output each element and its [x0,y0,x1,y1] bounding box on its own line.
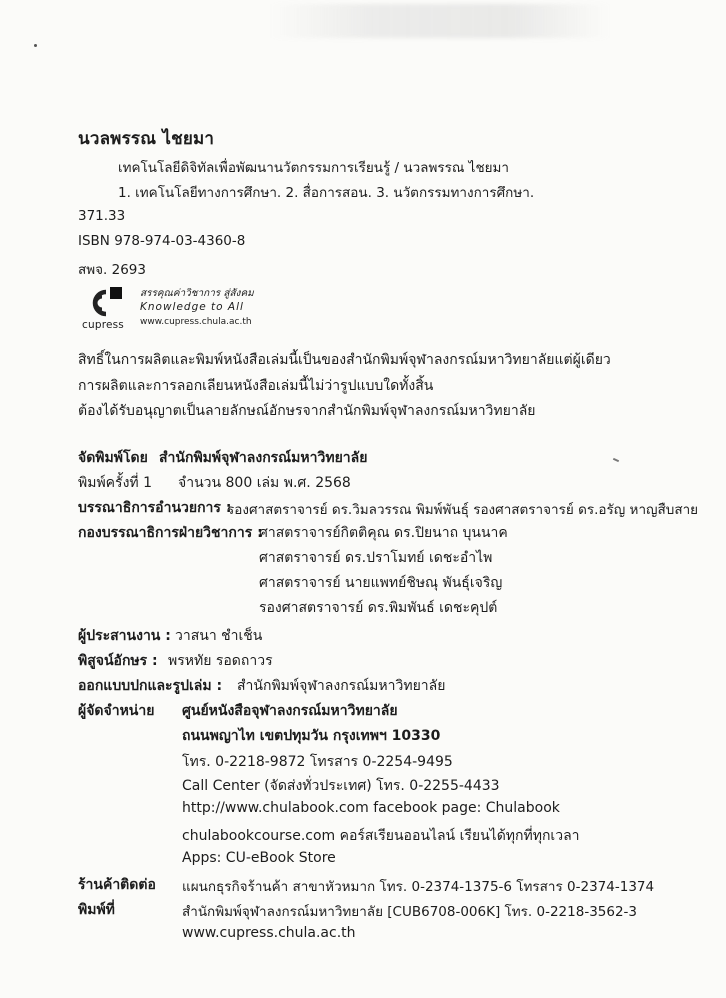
bleed-through-shadow [270,4,610,38]
proofreader-label: พิสูจน์อักษร : [78,653,158,669]
rights-line-3: ต้องได้รับอนุญาตเป็นลายลักษณ์อักษรจากสำนักพิมพ์จุฬาลงกรณ์มหาวิทยาลัย [78,403,536,419]
design-value: สำนักพิมพ์จุฬาลงกรณ์มหาวิทยาลัย [237,678,446,694]
cupress-logo [82,284,292,336]
printer-label: พิมพ์ที่ [78,902,115,918]
editor-in-chief-label: บรรณาธิการอำนวยการ : [78,500,232,516]
academic-board-member: ศาสตราจารย์ นายแพทย์ชิษณุ พันธุ์เจริญ [259,575,503,591]
distributor-name: ศูนย์หนังสือจุฬาลงกรณ์มหาวิทยาลัย [182,703,398,719]
distributor-course: chulabookcourse.com คอร์สเรียนออนไลน์ เรียนได้ทุกที่ทุกเวลา [182,828,580,844]
printer-value: สำนักพิมพ์จุฬาลงกรณ์มหาวิทยาลัย [CUB6708-006K] โทร. 0-2218-3562-3 [182,904,638,920]
author-name: นวลพรรณ ไชยมา [78,129,215,149]
distributor-apps: Apps: CU-eBook Store [182,850,336,866]
distributor-label: ผู้จัดจำหน่าย [78,703,155,719]
call-number: 371.33 [78,208,126,224]
logo-wordmark: cupress [82,319,124,331]
retail-contact-value: แผนกธุรกิจร้านค้า สาขาหัวหมาก โทร. 0-2374-1375-6 โทรสาร 0-2374-1374 [182,879,655,895]
publisher-value: สำนักพิมพ์จุฬาลงกรณ์มหาวิทยาลัย [159,450,368,466]
distributor-address: ถนนพญาไท เขตปทุมวัน กรุงเทพฯ 10330 [182,728,441,744]
coordinator-label: ผู้ประสานงาน : [78,628,171,644]
coordinator-value: วาสนา ชำเช็น [175,628,263,644]
catalog-code: สพจ. 2693 [78,262,146,278]
rights-line-2: การผลิตและการลอกเลียนหนังสือเล่มนี้ไม่ว่ารูปแบบใดทั้งสิ้น [78,378,434,394]
academic-board-member: ศาสตราจารย์กิตติคุณ ดร.ปิยนาถ บุนนาค [259,525,508,541]
printing-value: จำนวน 800 เล่ม พ.ศ. 2568 [178,475,351,491]
academic-board-label: กองบรรณาธิการฝ่ายวิชาการ : [78,525,263,541]
editor-in-chief-value: รองศาสตราจารย์ ดร.วิมลวรรณ พิมพ์พันธุ์ รองศาสตราจารย์ ดร.อรัญ หาญสืบสาย [227,502,699,518]
logo-url: www.cupress.chula.ac.th [140,317,252,327]
distributor-web: http://www.chulabook.com facebook page: Chulabook [182,800,560,816]
logo-tagline-en: Knowledge to All [140,301,244,313]
proofreader-value: พรหทัย รอดถาวร [168,653,273,669]
rights-line-1: สิทธิ์ในการผลิตและพิมพ์หนังสือเล่มนี้เป็นของสำนักพิมพ์จุฬาลงกรณ์มหาวิทยาลัยแต่ผู้เดียว [78,352,611,368]
catalog-title: เทคโนโลยีดิจิทัลเพื่อพัฒนานวัตกรรมการเรียนรู้ / นวลพรรณ ไชยมา [118,160,510,176]
publisher-label: จัดพิมพ์โดย [78,450,148,466]
design-label: ออกแบบปกและรูปเล่ม : [78,678,223,694]
printing-label: พิมพ์ครั้งที่ 1 [78,475,152,491]
speck [34,44,37,47]
retail-contact-label: ร้านค้าติดต่อ [78,877,156,893]
distributor-phone: โทร. 0-2218-9872 โทรสาร 0-2254-9495 [182,754,453,770]
speck-mark [613,458,619,462]
academic-board-member: รองศาสตราจารย์ ดร.พิมพันธ์ เดชะคุปต์ [259,600,498,616]
isbn: ISBN 978-974-03-4360-8 [78,233,246,249]
logo-tagline-thai: สรรคุณค่าวิชาการ สู่สังคม [140,288,254,299]
distributor-call-center: Call Center (จัดส่งทั่วประเทศ) โทร. 0-2255-4433 [182,778,500,794]
printer-url: www.cupress.chula.ac.th [182,925,356,941]
academic-board-member: ศาสตราจารย์ ดร.ปราโมทย์ เดชะอำไพ [259,550,493,566]
catalog-subjects: 1. เทคโนโลยีทางการศึกษา. 2. สื่อการสอน. 3. นวัตกรรมทางการศึกษา. [118,185,535,201]
